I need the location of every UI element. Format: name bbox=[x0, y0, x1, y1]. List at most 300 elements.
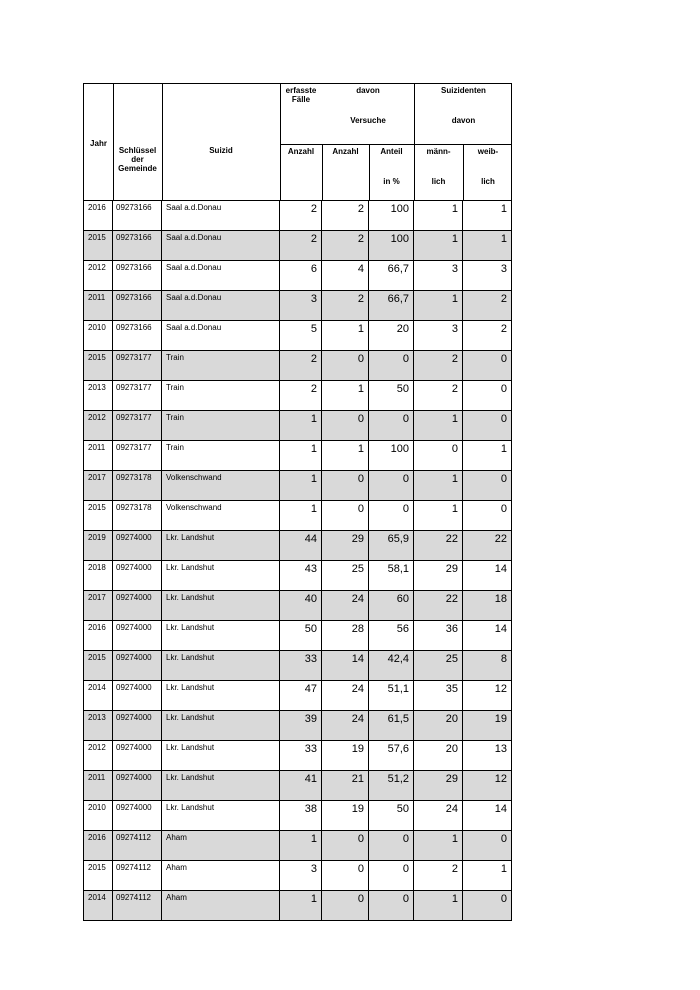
cell-maennlich-box bbox=[413, 831, 462, 860]
cell-faelle: 2 bbox=[310, 233, 317, 245]
col-header-schluessel-line1: Schlüssel bbox=[118, 146, 157, 155]
cell-anteil: 100 bbox=[390, 233, 409, 245]
cell-maennlich: 29 bbox=[445, 773, 458, 785]
cell-gemeinde: Lkr. Landshut bbox=[166, 563, 215, 572]
cell-versuche-box bbox=[321, 411, 368, 440]
cell-jahr: 2016 bbox=[88, 203, 106, 212]
col-header-maennlich-line2: lich bbox=[431, 177, 446, 186]
cell-gemeinde: Lkr. Landshut bbox=[166, 623, 215, 632]
cell-versuche-box bbox=[321, 591, 368, 620]
cell-faelle-box bbox=[279, 741, 321, 770]
cell-faelle: 44 bbox=[304, 533, 317, 545]
cell-maennlich: 2 bbox=[451, 383, 458, 395]
cell-anteil: 58,1 bbox=[387, 563, 409, 575]
col-header-anzahl-faelle: Anzahl bbox=[287, 147, 315, 156]
cell-anteil: 66,7 bbox=[387, 293, 409, 305]
cell-gemeinde-box bbox=[161, 471, 279, 500]
cell-maennlich: 2 bbox=[451, 353, 458, 365]
cell-schluessel-box bbox=[112, 351, 161, 380]
cell-maennlich: 3 bbox=[451, 323, 458, 335]
cell-schluessel-box bbox=[112, 531, 161, 560]
cell-jahr: 2012 bbox=[88, 743, 106, 752]
cell-jahr-box bbox=[83, 741, 112, 770]
cell-anteil-box bbox=[368, 261, 413, 290]
cell-schluessel-box bbox=[112, 561, 161, 590]
cell-anteil-box bbox=[368, 471, 413, 500]
cell-maennlich: 3 bbox=[451, 263, 458, 275]
cell-jahr-box bbox=[83, 531, 112, 560]
table-row bbox=[83, 591, 512, 621]
cell-jahr-box bbox=[83, 831, 112, 860]
cell-versuche: 24 bbox=[351, 593, 364, 605]
cell-jahr-box bbox=[83, 561, 112, 590]
cell-versuche: 4 bbox=[357, 263, 364, 275]
cell-schluessel-box bbox=[112, 621, 161, 650]
cell-jahr: 2018 bbox=[88, 563, 106, 572]
cell-jahr-box bbox=[83, 621, 112, 650]
cell-anteil-box bbox=[368, 801, 413, 830]
cell-anteil: 0 bbox=[402, 893, 409, 905]
cell-anteil: 60 bbox=[396, 593, 409, 605]
cell-faelle: 40 bbox=[304, 593, 317, 605]
cell-versuche-box bbox=[321, 381, 368, 410]
cell-schluessel: 09274000 bbox=[116, 683, 152, 692]
cell-gemeinde: Lkr. Landshut bbox=[166, 803, 215, 812]
col-header-weiblich-line1: weib- bbox=[477, 147, 499, 156]
cell-weiblich: 19 bbox=[494, 713, 507, 725]
cell-jahr: 2010 bbox=[88, 803, 106, 812]
cell-faelle-box bbox=[279, 861, 321, 890]
cell-versuche: 24 bbox=[351, 683, 364, 695]
cell-maennlich-box bbox=[413, 771, 462, 800]
cell-faelle: 2 bbox=[310, 203, 317, 215]
cell-gemeinde-box bbox=[161, 651, 279, 680]
cell-weiblich-box bbox=[462, 771, 512, 800]
cell-versuche: 2 bbox=[357, 233, 364, 245]
cell-schluessel: 09274000 bbox=[116, 563, 152, 572]
cell-gemeinde: Lkr. Landshut bbox=[166, 713, 215, 722]
col-header-anteil: Anteil bbox=[380, 147, 403, 156]
table-row bbox=[83, 261, 512, 291]
cell-gemeinde: Lkr. Landshut bbox=[166, 773, 215, 782]
cell-maennlich: 1 bbox=[451, 203, 458, 215]
cell-maennlich: 2 bbox=[451, 863, 458, 875]
table-header bbox=[83, 83, 512, 201]
cell-faelle-box bbox=[279, 411, 321, 440]
cell-gemeinde: Lkr. Landshut bbox=[166, 653, 215, 662]
col-header-jahr: Jahr bbox=[90, 139, 107, 148]
cell-gemeinde-box bbox=[161, 261, 279, 290]
cell-faelle-box bbox=[279, 231, 321, 260]
cell-anteil-box bbox=[368, 831, 413, 860]
cell-gemeinde-box bbox=[161, 861, 279, 890]
table-row bbox=[83, 231, 512, 261]
cell-faelle: 2 bbox=[310, 353, 317, 365]
cell-schluessel-box bbox=[112, 501, 161, 530]
cell-weiblich-box bbox=[462, 321, 512, 350]
cell-faelle: 50 bbox=[304, 623, 317, 635]
table-row bbox=[83, 771, 512, 801]
cell-gemeinde-box bbox=[161, 801, 279, 830]
cell-maennlich: 20 bbox=[445, 713, 458, 725]
cell-weiblich: 2 bbox=[500, 293, 507, 305]
cell-schluessel-box bbox=[112, 741, 161, 770]
cell-schluessel: 09274000 bbox=[116, 803, 152, 812]
cell-anteil: 0 bbox=[402, 503, 409, 515]
cell-anteil: 0 bbox=[402, 863, 409, 875]
cell-gemeinde: Saal a.d.Donau bbox=[166, 203, 222, 212]
cell-schluessel: 09273177 bbox=[116, 383, 152, 392]
cell-schluessel: 09273166 bbox=[116, 323, 152, 332]
cell-jahr-box bbox=[83, 891, 112, 920]
cell-anteil-box bbox=[368, 351, 413, 380]
cell-schluessel-box bbox=[112, 411, 161, 440]
cell-maennlich-box bbox=[413, 441, 462, 470]
cell-maennlich-box bbox=[413, 231, 462, 260]
cell-versuche-box bbox=[321, 651, 368, 680]
cell-versuche: 0 bbox=[357, 473, 364, 485]
cell-maennlich-box bbox=[413, 801, 462, 830]
cell-anteil-box bbox=[368, 711, 413, 740]
cell-maennlich: 20 bbox=[445, 743, 458, 755]
cell-faelle-box bbox=[279, 351, 321, 380]
cell-anteil-box bbox=[368, 621, 413, 650]
cell-jahr-box bbox=[83, 261, 112, 290]
table-row bbox=[83, 501, 512, 531]
cell-faelle-box bbox=[279, 441, 321, 470]
cell-versuche-box bbox=[321, 681, 368, 710]
cell-gemeinde-box bbox=[161, 891, 279, 920]
cell-faelle-box bbox=[279, 561, 321, 590]
cell-weiblich: 13 bbox=[494, 743, 507, 755]
cell-anteil: 20 bbox=[396, 323, 409, 335]
cell-weiblich: 0 bbox=[500, 353, 507, 365]
cell-maennlich-box bbox=[413, 621, 462, 650]
table-row bbox=[83, 471, 512, 501]
cell-schluessel: 09274000 bbox=[116, 743, 152, 752]
table-row bbox=[83, 801, 512, 831]
cell-weiblich: 1 bbox=[500, 203, 507, 215]
cell-weiblich: 1 bbox=[500, 443, 507, 455]
cell-faelle: 47 bbox=[304, 683, 317, 695]
cell-maennlich: 24 bbox=[445, 803, 458, 815]
cell-anteil: 61,5 bbox=[387, 713, 409, 725]
cell-gemeinde: Saal a.d.Donau bbox=[166, 263, 222, 272]
cell-faelle: 1 bbox=[310, 833, 317, 845]
cell-faelle: 6 bbox=[310, 263, 317, 275]
cell-versuche: 28 bbox=[351, 623, 364, 635]
cell-anteil-box bbox=[368, 771, 413, 800]
cell-faelle-box bbox=[279, 201, 321, 230]
cell-maennlich-box bbox=[413, 741, 462, 770]
cell-jahr-box bbox=[83, 471, 112, 500]
cell-weiblich: 12 bbox=[494, 773, 507, 785]
cell-weiblich-box bbox=[462, 861, 512, 890]
cell-gemeinde-box bbox=[161, 381, 279, 410]
cell-maennlich-box bbox=[413, 591, 462, 620]
cell-weiblich-box bbox=[462, 891, 512, 920]
cell-maennlich: 1 bbox=[451, 473, 458, 485]
cell-anteil-box bbox=[368, 531, 413, 560]
cell-versuche-box bbox=[321, 501, 368, 530]
cell-maennlich: 1 bbox=[451, 893, 458, 905]
cell-maennlich-box bbox=[413, 291, 462, 320]
cell-gemeinde: Volkenschwand bbox=[166, 503, 222, 512]
cell-versuche-box bbox=[321, 441, 368, 470]
cell-weiblich: 14 bbox=[494, 623, 507, 635]
cell-versuche-box bbox=[321, 321, 368, 350]
cell-schluessel: 09274000 bbox=[116, 623, 152, 632]
cell-versuche-box bbox=[321, 741, 368, 770]
cell-weiblich-box bbox=[462, 351, 512, 380]
cell-gemeinde-box bbox=[161, 441, 279, 470]
cell-anteil-box bbox=[368, 561, 413, 590]
cell-schluessel-box bbox=[112, 591, 161, 620]
table-row bbox=[83, 441, 512, 471]
cell-maennlich-box bbox=[413, 891, 462, 920]
cell-faelle: 1 bbox=[310, 413, 317, 425]
cell-schluessel: 09273166 bbox=[116, 203, 152, 212]
cell-schluessel: 09274000 bbox=[116, 533, 152, 542]
cell-versuche-box bbox=[321, 801, 368, 830]
cell-maennlich-box bbox=[413, 351, 462, 380]
cell-faelle: 38 bbox=[304, 803, 317, 815]
cell-weiblich-box bbox=[462, 651, 512, 680]
cell-jahr: 2012 bbox=[88, 413, 106, 422]
cell-jahr: 2015 bbox=[88, 653, 106, 662]
cell-weiblich: 22 bbox=[494, 533, 507, 545]
cell-anteil: 100 bbox=[390, 203, 409, 215]
cell-schluessel-box bbox=[112, 891, 161, 920]
cell-anteil-box bbox=[368, 891, 413, 920]
cell-schluessel: 09273166 bbox=[116, 293, 152, 302]
cell-schluessel-box bbox=[112, 861, 161, 890]
cell-jahr-box bbox=[83, 651, 112, 680]
cell-jahr-box bbox=[83, 381, 112, 410]
cell-anteil-box bbox=[368, 231, 413, 260]
table-row bbox=[83, 711, 512, 741]
cell-weiblich-box bbox=[462, 261, 512, 290]
cell-anteil: 0 bbox=[402, 833, 409, 845]
cell-anteil: 50 bbox=[396, 803, 409, 815]
cell-jahr: 2015 bbox=[88, 353, 106, 362]
cell-jahr-box bbox=[83, 231, 112, 260]
cell-jahr-box bbox=[83, 411, 112, 440]
cell-anteil-box bbox=[368, 321, 413, 350]
cell-anteil: 100 bbox=[390, 443, 409, 455]
cell-anteil-box bbox=[368, 651, 413, 680]
cell-gemeinde: Train bbox=[166, 353, 184, 362]
cell-jahr-box bbox=[83, 201, 112, 230]
cell-maennlich: 1 bbox=[451, 503, 458, 515]
cell-jahr-box bbox=[83, 801, 112, 830]
cell-faelle-box bbox=[279, 381, 321, 410]
cell-versuche: 1 bbox=[357, 323, 364, 335]
cell-versuche: 0 bbox=[357, 893, 364, 905]
cell-maennlich-box bbox=[413, 861, 462, 890]
cell-versuche: 1 bbox=[357, 443, 364, 455]
cell-weiblich: 2 bbox=[500, 323, 507, 335]
table-row bbox=[83, 741, 512, 771]
cell-anteil: 66,7 bbox=[387, 263, 409, 275]
cell-gemeinde: Lkr. Landshut bbox=[166, 593, 215, 602]
table-row bbox=[83, 891, 512, 921]
cell-anteil: 65,9 bbox=[387, 533, 409, 545]
cell-jahr-box bbox=[83, 591, 112, 620]
cell-weiblich-box bbox=[462, 831, 512, 860]
cell-versuche: 0 bbox=[357, 413, 364, 425]
cell-jahr: 2014 bbox=[88, 893, 106, 902]
cell-gemeinde-box bbox=[161, 201, 279, 230]
cell-anteil: 42,4 bbox=[387, 653, 409, 665]
cell-jahr: 2015 bbox=[88, 233, 106, 242]
cell-gemeinde: Saal a.d.Donau bbox=[166, 233, 222, 242]
cell-gemeinde: Aham bbox=[166, 863, 187, 872]
cell-schluessel: 09274000 bbox=[116, 653, 152, 662]
cell-versuche-box bbox=[321, 831, 368, 860]
cell-maennlich-box bbox=[413, 501, 462, 530]
cell-faelle-box bbox=[279, 261, 321, 290]
cell-schluessel: 09274112 bbox=[116, 893, 151, 902]
table-row bbox=[83, 831, 512, 861]
col-header-schluessel-line2: der bbox=[131, 155, 144, 164]
cell-versuche: 29 bbox=[351, 533, 364, 545]
header-divider bbox=[113, 84, 114, 200]
cell-weiblich: 1 bbox=[500, 863, 507, 875]
cell-versuche-box bbox=[321, 531, 368, 560]
cell-versuche: 14 bbox=[351, 653, 364, 665]
cell-versuche-box bbox=[321, 291, 368, 320]
cell-weiblich: 0 bbox=[500, 383, 507, 395]
cell-gemeinde-box bbox=[161, 831, 279, 860]
cell-anteil-box bbox=[368, 501, 413, 530]
cell-gemeinde: Lkr. Landshut bbox=[166, 683, 215, 692]
cell-schluessel: 09273178 bbox=[116, 473, 152, 482]
col-header-in-prozent: in % bbox=[383, 177, 400, 186]
cell-jahr-box bbox=[83, 861, 112, 890]
table-body bbox=[83, 201, 512, 921]
cell-faelle-box bbox=[279, 471, 321, 500]
cell-weiblich-box bbox=[462, 381, 512, 410]
cell-schluessel-box bbox=[112, 261, 161, 290]
cell-schluessel: 09273166 bbox=[116, 263, 152, 272]
cell-versuche-box bbox=[321, 231, 368, 260]
cell-gemeinde-box bbox=[161, 231, 279, 260]
cell-faelle: 33 bbox=[304, 653, 317, 665]
cell-faelle: 39 bbox=[304, 713, 317, 725]
cell-weiblich: 8 bbox=[500, 653, 507, 665]
header-divider bbox=[162, 84, 163, 200]
table-row bbox=[83, 681, 512, 711]
cell-faelle: 2 bbox=[310, 383, 317, 395]
cell-jahr: 2012 bbox=[88, 263, 106, 272]
cell-versuche: 24 bbox=[351, 713, 364, 725]
cell-versuche-box bbox=[321, 771, 368, 800]
table-row bbox=[83, 861, 512, 891]
col-header-maennlich-line1: männ- bbox=[426, 147, 451, 156]
cell-gemeinde: Aham bbox=[166, 893, 187, 902]
col-header-davon: davon bbox=[356, 86, 380, 95]
cell-gemeinde: Saal a.d.Donau bbox=[166, 323, 222, 332]
cell-gemeinde-box bbox=[161, 321, 279, 350]
cell-anteil: 0 bbox=[402, 413, 409, 425]
cell-weiblich: 1 bbox=[500, 233, 507, 245]
cell-anteil: 51,2 bbox=[387, 773, 409, 785]
cell-anteil: 0 bbox=[402, 473, 409, 485]
cell-gemeinde-box bbox=[161, 681, 279, 710]
cell-maennlich-box bbox=[413, 651, 462, 680]
cell-maennlich: 25 bbox=[445, 653, 458, 665]
cell-jahr: 2011 bbox=[88, 293, 106, 302]
cell-jahr: 2011 bbox=[88, 773, 106, 782]
cell-anteil: 51,1 bbox=[387, 683, 409, 695]
cell-weiblich: 0 bbox=[500, 833, 507, 845]
cell-faelle-box bbox=[279, 651, 321, 680]
col-header-erfasste-line1: erfasste bbox=[285, 86, 317, 95]
cell-gemeinde-box bbox=[161, 501, 279, 530]
cell-weiblich-box bbox=[462, 531, 512, 560]
cell-anteil-box bbox=[368, 441, 413, 470]
cell-maennlich-box bbox=[413, 531, 462, 560]
table-row bbox=[83, 291, 512, 321]
cell-schluessel-box bbox=[112, 771, 161, 800]
cell-faelle-box bbox=[279, 501, 321, 530]
table-row bbox=[83, 201, 512, 231]
cell-versuche: 19 bbox=[351, 743, 364, 755]
cell-versuche: 21 bbox=[351, 773, 364, 785]
cell-schluessel-box bbox=[112, 201, 161, 230]
cell-schluessel-box bbox=[112, 651, 161, 680]
cell-maennlich: 35 bbox=[445, 683, 458, 695]
cell-weiblich: 0 bbox=[500, 893, 507, 905]
cell-jahr-box bbox=[83, 351, 112, 380]
cell-faelle: 1 bbox=[310, 473, 317, 485]
cell-jahr: 2019 bbox=[88, 533, 106, 542]
cell-faelle-box bbox=[279, 621, 321, 650]
col-header-davon-2: davon bbox=[451, 116, 476, 125]
cell-faelle-box bbox=[279, 681, 321, 710]
cell-faelle: 5 bbox=[310, 323, 317, 335]
cell-weiblich: 14 bbox=[494, 563, 507, 575]
cell-gemeinde-box bbox=[161, 711, 279, 740]
cell-maennlich-box bbox=[413, 471, 462, 500]
cell-maennlich-box bbox=[413, 381, 462, 410]
cell-schluessel-box bbox=[112, 801, 161, 830]
cell-schluessel: 09273177 bbox=[116, 413, 152, 422]
cell-maennlich: 36 bbox=[445, 623, 458, 635]
cell-gemeinde: Volkenschwand bbox=[166, 473, 222, 482]
cell-faelle: 33 bbox=[304, 743, 317, 755]
cell-schluessel: 09273177 bbox=[116, 353, 152, 362]
col-header-suizidenten: Suizidenten bbox=[441, 86, 486, 95]
cell-anteil-box bbox=[368, 411, 413, 440]
table-row bbox=[83, 531, 512, 561]
col-header-versuche: Versuche bbox=[350, 116, 386, 125]
cell-gemeinde: Aham bbox=[166, 833, 187, 842]
cell-maennlich-box bbox=[413, 411, 462, 440]
cell-jahr-box bbox=[83, 501, 112, 530]
cell-schluessel-box bbox=[112, 831, 161, 860]
cell-maennlich: 0 bbox=[451, 443, 458, 455]
table-row bbox=[83, 651, 512, 681]
col-header-schluessel-line3: Gemeinde bbox=[118, 164, 157, 173]
header-divider bbox=[280, 144, 511, 145]
cell-gemeinde-box bbox=[161, 771, 279, 800]
cell-anteil-box bbox=[368, 591, 413, 620]
cell-jahr: 2013 bbox=[88, 713, 106, 722]
cell-gemeinde-box bbox=[161, 351, 279, 380]
cell-schluessel: 09273177 bbox=[116, 443, 152, 452]
